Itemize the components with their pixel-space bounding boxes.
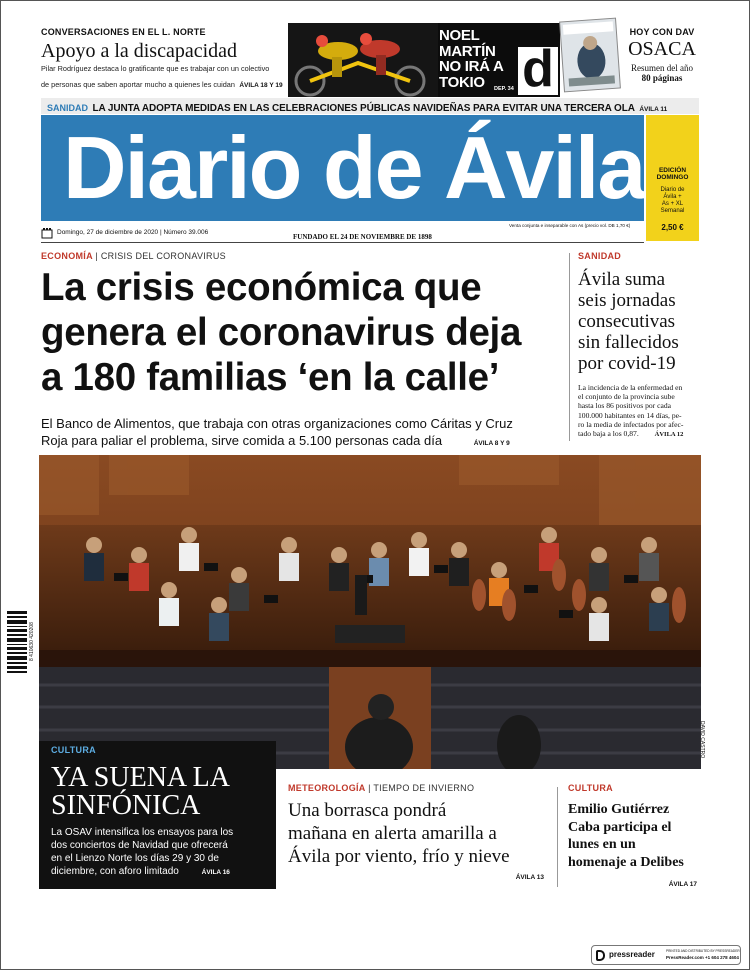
culture-box-body-1: La OSAV intensifica los ensayos para los (51, 827, 234, 838)
weather-title-3: Ávila por viento, frío y nieve (288, 846, 510, 867)
culture2-title-3: lunes en un (568, 837, 636, 852)
footer-line2: PressReader.com +1 604 278 4604 (666, 955, 739, 960)
founded-text: FUNDADO EL 24 DE NOVIEMBRE DE 1898 (293, 233, 432, 241)
offer-line2: Ávila + (663, 194, 682, 200)
weather-subsection: TIEMPO DE INVIERNO (373, 783, 475, 793)
teaser-body-2: de personas que saben aportar mucho a quienes les cuidan (41, 80, 235, 89)
teaser2-line2: MARTÍN (439, 42, 496, 60)
weather-story[interactable]: METEOROLOGÍA | TIEMPO DE INVIERNO Una borrasca pondrá mañana en alerta amarilla a Ávila por viento, frío y nieve ÁVILA 13 (288, 783, 548, 891)
side-body-4: 100.000 habitantes en 14 días, pe- (578, 410, 682, 420)
dateline (41, 223, 644, 243)
side-page: ÁVILA 12 (654, 431, 684, 439)
culture-box-body-4: diciembre, con aforo limitado (51, 866, 179, 877)
teaser-discapacidad[interactable] (41, 27, 286, 93)
d-logo: d (518, 47, 558, 95)
side-title-1: Ávila suma (578, 269, 666, 290)
culture-box-section: CULTURA (51, 745, 96, 755)
news-strip[interactable] (41, 98, 699, 114)
side-title-2: seis jornadas (578, 290, 676, 311)
teaser3-title: OSACA (628, 38, 696, 60)
cyclists-photo (288, 23, 438, 97)
culture2-page: ÁVILA 17 (668, 881, 697, 888)
teaser3-body-2: 80 páginas (641, 73, 683, 83)
teaser2-page: DEP. 34 (494, 86, 514, 92)
lead-title-2: genera el coronavirus deja (41, 311, 522, 354)
strip-page: ÁVILA 11 (639, 106, 668, 113)
barcode (7, 611, 35, 673)
culture-box-title-2: SINFÓNICA (51, 790, 201, 821)
culture-box-body-3: en el Lienzo Norte los días 29 y 30 de (51, 853, 219, 864)
side-section: SANIDAD (578, 251, 622, 261)
column-divider-2 (557, 787, 558, 887)
side-body-2: el conjunto de la provincia sube (578, 392, 675, 402)
date-text: Domingo, 27 de diciembre de 2020 | Número 39.006 (57, 229, 209, 236)
culture2-title-4: homenaje a Delibes (568, 854, 684, 870)
lead-title-3: a 180 familias ‘en la calle’ (41, 356, 500, 399)
side-body-1: La incidencia de la enfermedad en (578, 383, 683, 392)
side-title-5: por covid-19 (578, 353, 676, 374)
price: 2,50 € (661, 223, 684, 232)
side-body-6: tado baja a los 0,87. (578, 429, 639, 439)
lead-body-1: El Banco de Alimentos, que trabaja con otras organizaciones como Cáritas y Cruz (41, 416, 513, 431)
pressreader-brand: pressreader (609, 950, 655, 959)
teaser2-line1: NOEL (439, 27, 480, 44)
lead-body-2: Roja para paliar el problema, sirve comida a 5.100 personas cada día (41, 433, 443, 448)
teaser-osaca[interactable] (561, 19, 701, 95)
edition-line2: DOMINGO (656, 174, 689, 181)
lead-subsection: CRISIS DEL CORONAVIRUS (100, 251, 226, 261)
strip-text: LA JUNTA ADOPTA MEDIDAS EN LAS CELEBRACIONES PÚBLICAS NAVIDEÑAS PARA EVITAR UNA TERCERA OLA (92, 103, 635, 114)
column-divider (569, 253, 570, 441)
weather-section: METEOROLOGÍA (288, 783, 366, 793)
teaser3-body-1: Resumen del año (631, 63, 693, 73)
teaser2-line3: NO IRÁ A (439, 58, 504, 75)
city-wall-icon (41, 227, 53, 239)
side-title-4: sin fallecidos (578, 332, 679, 353)
side-story[interactable] (578, 251, 703, 441)
joint-sale-note: Venta conjunta e inseparable con As (precio vol. DB 1,70 €) (509, 223, 631, 228)
pressreader-icon (596, 950, 605, 961)
edition-line1: EDICIÓN (658, 167, 687, 174)
offer-line1: Diario de (660, 187, 685, 193)
culture-box-page: ÁVILA 16 (201, 869, 230, 876)
teaser3-kicker: HOY CON DAV (629, 27, 695, 37)
culture-box[interactable] (39, 741, 276, 889)
weather-title-2: mañana en alerta amarilla a (288, 823, 497, 844)
teaser-body-1: Pilar Rodríguez destaca lo gratificante que es trabajar con un colectivo (41, 64, 270, 73)
lead-page: ÁVILA 8 Y 9 (473, 440, 510, 447)
culture-box-body-2: dos conciertos de Navidad que ofrecerá (51, 840, 228, 851)
masthead[interactable] (41, 115, 644, 221)
teaser-noel-martin[interactable] (288, 23, 560, 97)
lead-section: ECONOMÍA (41, 251, 93, 261)
photo-credit: DAVID CASTRO (699, 721, 705, 759)
magazine-thumbnail (559, 17, 622, 93)
teaser-page: ÁVILA 18 Y 19 (239, 82, 283, 89)
culture2-title-1: Emilio Gutiérrez (568, 802, 670, 817)
pressreader-footer[interactable] (591, 945, 741, 965)
side-body-3: hasta los 86 positivos por cada (578, 401, 672, 411)
side-body-5: ro la media de infectados por afec- (578, 419, 684, 429)
strip-section: SANIDAD (47, 103, 89, 113)
culture2-title-2: Caba participa el (568, 819, 672, 835)
culture2-section: CULTURA (568, 783, 613, 793)
edition-box (646, 115, 699, 241)
lead-title-1: La crisis económica que (41, 266, 482, 309)
teaser-title: Apoyo a la discapacidad (41, 40, 238, 62)
weather-title-1: Una borrasca pondrá (288, 800, 447, 821)
masthead-title: Diario de Ávila (63, 118, 645, 217)
weather-page: ÁVILA 13 (515, 874, 544, 881)
offer-line3: As + XL (661, 201, 684, 207)
teaser-kicker: CONVERSACIONES EN EL L. NORTE (41, 27, 206, 37)
barcode-number: 8 410630 420208 (29, 622, 35, 662)
culture2-story[interactable] (568, 783, 703, 891)
footer-line1: PRINTED AND DISTRIBUTED BY PRESSREADER (666, 949, 740, 953)
teaser2-line4: TOKIO (439, 73, 485, 91)
orchestra-photo (39, 455, 701, 769)
lead-story[interactable]: ECONOMÍA | CRISIS DEL CORONAVIRUS La crisis económica que genera el coronavirus deja a 180 familias ‘en la calle’ El Banco de Alimentos, que trabaja con otras organizaciones como Cáritas y Cruz Roja para paliar el problema, sirve comida a 5.100 personas cada día ÁVILA 8 Y 9 (41, 251, 563, 443)
culture-box-title-1: YA SUENA LA (51, 762, 230, 793)
side-title-3: consecutivas (578, 311, 676, 332)
offer-line4: Semanal (660, 208, 685, 214)
